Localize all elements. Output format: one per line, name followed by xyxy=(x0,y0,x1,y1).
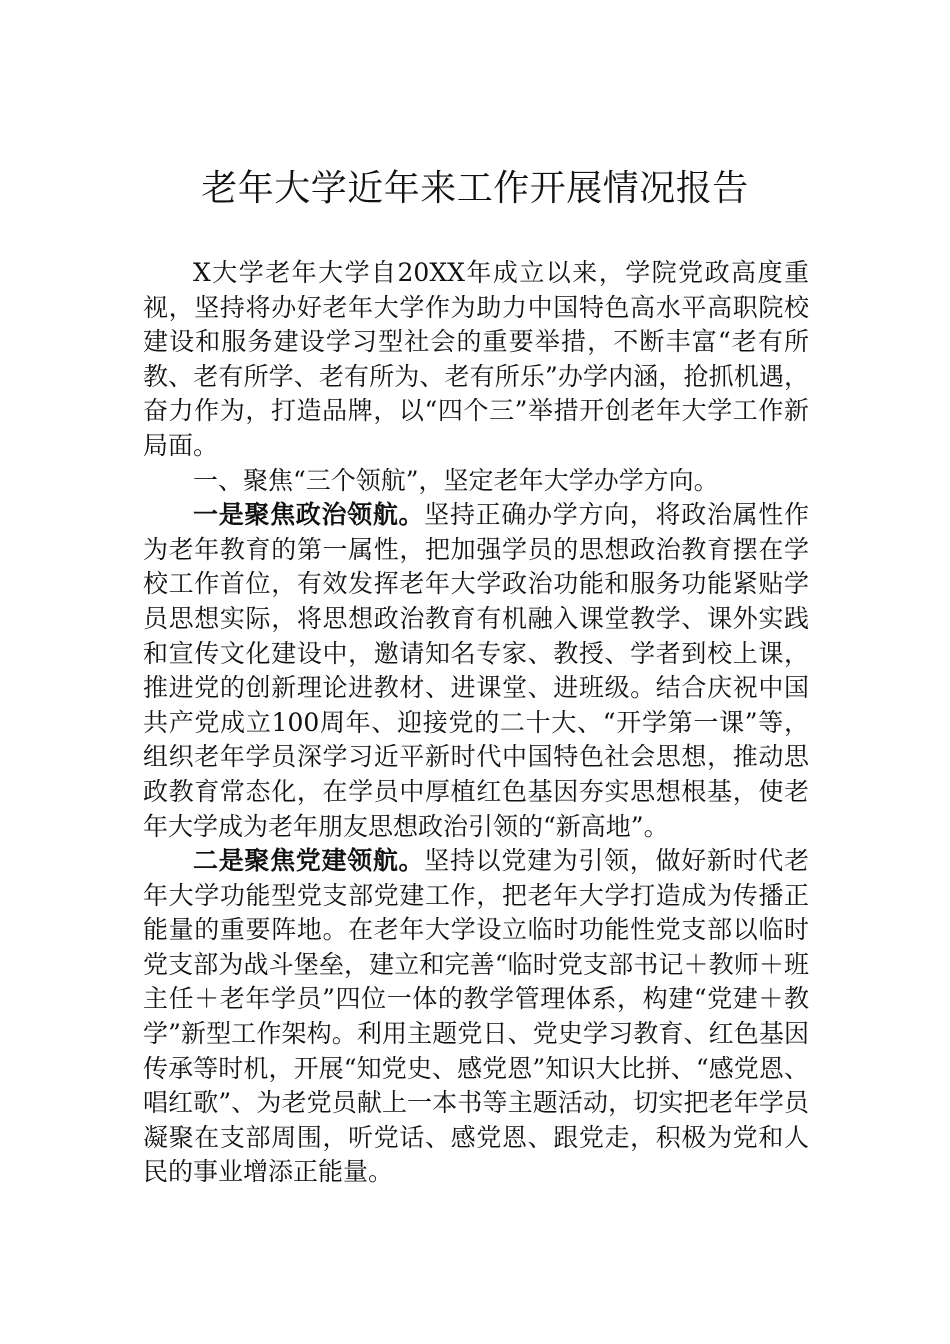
section-heading-1-text: 一、聚焦“三个领航”，坚定老年大学办学方向。 xyxy=(193,465,719,495)
document-body xyxy=(143,256,809,1190)
party-building-lead: 二是聚焦党建领航。 xyxy=(193,846,425,876)
document-title: 老年大学近年来工作开展情况报告 xyxy=(201,168,749,209)
political-guidance-text: 坚持正确办学方向，将政治属性作为老年教育的第一属性，把加强学员的思想政治教育摆在学校工作首位，有效发挥老年大学政治功能和服务功能紧贴学员思想实际，将思想政治教育有机融入课堂教学、课外实践和宣传文化建设中，邀请知名专家、教授、学者到校上课，推进党的创新理论进教材、进课堂、进班级。结合庆祝中国共产党成立100周年、迎接党的二十大、“开学第一课”等，组织老年学员深学习近平新时代中国特色社会思想，推动思政教育常态化，在学员中厚植红色基因夯实思想根基，使老年大学成为老年朋友思想政治引领的“新高地”。 xyxy=(143,500,809,841)
party-building-text: 坚持以党建为引领，做好新时代老年大学功能型党支部党建工作，把老年大学打造成为传播正能量的重要阵地。在老年大学设立临时功能性党支部以临时党支部为战斗堡垒，建立和完善“临时党支部书记＋教师＋班主任＋老年学员”四位一体的教学管理体系，构建“党建＋教学”新型工作架构。利用主题党日、党史学习教育、红色基因传承等时机，开展“知党史、感党恩”知识大比拼、“感党恩、唱红歌”、为老党员献上一本书等主题活动，切实把老年学员凝聚在支部周围，听党话、感党恩、跟党走，积极为党和人民的事业增添正能量。 xyxy=(143,846,809,1187)
intro-paragraph-text: X大学老年大学自20XX年成立以来，学院党政高度重视，坚持将办好老年大学作为助力中国特色高水平高职院校建设和服务建设学习型社会的重要举措，不断丰富“老有所教、老有所学、老有所为、老有所乐”办学内涵，抢抓机遇，奋力作为，打造品牌，以“四个三”举措开创老年大学工作新局面。 xyxy=(143,258,809,460)
party-building-paragraph xyxy=(143,844,809,1190)
intro-paragraph xyxy=(143,256,809,464)
section-heading-1 xyxy=(143,464,809,499)
political-guidance-paragraph xyxy=(143,498,809,844)
political-guidance-lead: 一是聚焦政治领航。 xyxy=(193,500,425,530)
